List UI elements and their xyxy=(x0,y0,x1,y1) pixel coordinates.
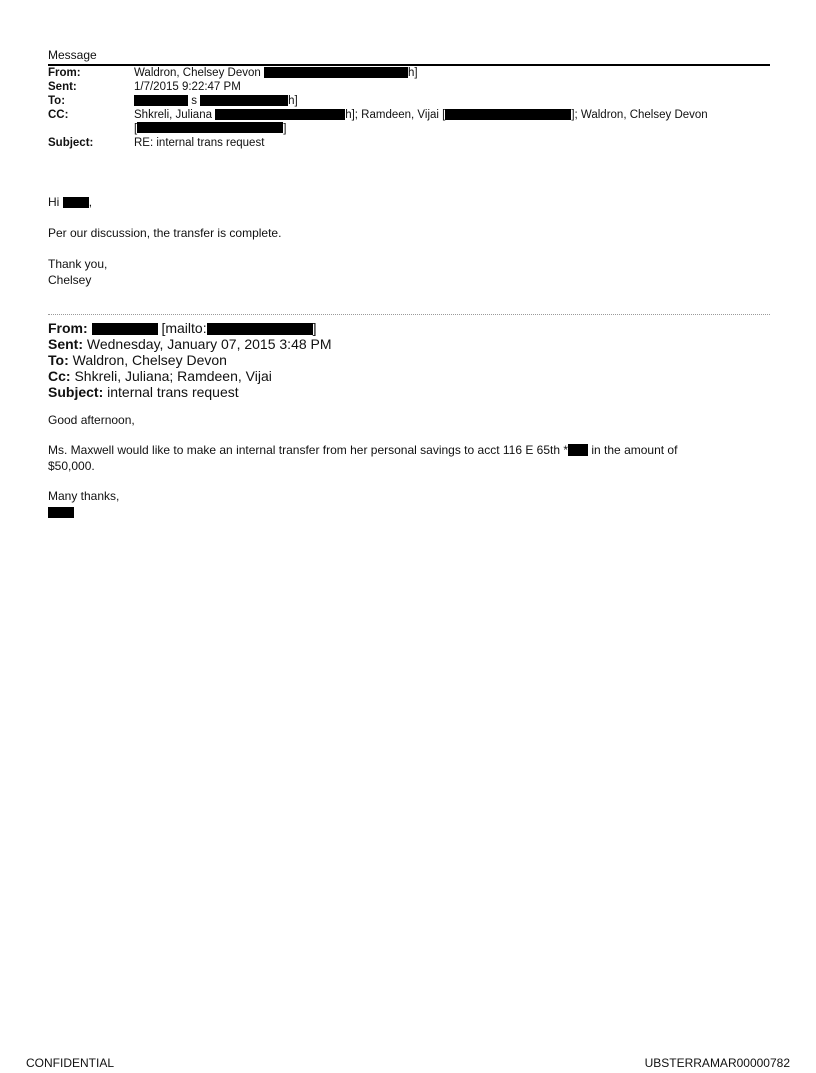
to-mid: s xyxy=(191,95,197,107)
orig-signoff-block xyxy=(48,488,770,520)
redaction-block xyxy=(264,67,408,78)
cc-line2-close: ] xyxy=(283,123,287,135)
orig-to-value: Waldron, Chelsey Devon xyxy=(72,352,227,368)
cc-line2-open: [ xyxy=(134,123,138,135)
sent-value: 1/7/2015 9:22:47 PM xyxy=(134,81,241,93)
orig-subject-row xyxy=(48,384,770,400)
orig-sent-value: Wednesday, January 07, 2015 3:48 PM xyxy=(86,336,332,352)
redaction-block xyxy=(63,197,89,208)
orig-from-row xyxy=(48,320,770,336)
reply-signoff-block xyxy=(48,256,281,288)
from-name: Waldron, Chelsey Devon xyxy=(134,67,261,79)
orig-subject-value: internal trans request xyxy=(107,384,239,400)
cc-mid-2: ]; Waldron, Chelsey Devon xyxy=(571,109,708,121)
cc-mid-1: h]; Ramdeen, Vijai [ xyxy=(345,109,446,121)
redaction-block xyxy=(568,444,588,456)
subject-value: RE: internal trans request xyxy=(134,137,265,149)
orig-cc-row xyxy=(48,368,770,384)
greeting-prefix: Hi xyxy=(48,195,60,209)
reply-signature: Chelsey xyxy=(48,273,92,287)
orig-request-line2: $50,000. xyxy=(48,459,95,473)
subject-row xyxy=(48,136,770,150)
redaction-block xyxy=(137,122,283,133)
orig-subject-label: Subject: xyxy=(48,384,104,400)
orig-mailto-open: [mailto: xyxy=(161,320,207,336)
reply-signoff: Thank you, xyxy=(48,257,108,271)
sent-label: Sent: xyxy=(48,81,77,93)
subject-label: Subject: xyxy=(48,137,94,149)
footer-confidential: CONFIDENTIAL xyxy=(26,1056,115,1070)
orig-cc-value: Shkreli, Juliana; Ramdeen, Vijai xyxy=(74,368,272,384)
orig-from-label: From: xyxy=(48,320,88,336)
to-label: To: xyxy=(48,95,66,107)
from-row xyxy=(48,66,770,80)
redaction-block xyxy=(215,109,345,120)
orig-sent-label: Sent: xyxy=(48,336,83,352)
redaction-block xyxy=(445,109,571,120)
sent-row xyxy=(48,80,770,94)
cc-label: CC: xyxy=(48,109,69,121)
orig-greeting: Good afternoon, xyxy=(48,413,135,427)
reply-body xyxy=(48,194,281,303)
to-suffix: h] xyxy=(288,95,298,107)
redaction-block xyxy=(200,95,288,106)
original-body xyxy=(48,412,770,520)
original-message xyxy=(48,320,770,534)
orig-mailto-close: ] xyxy=(312,320,317,336)
orig-sent-row xyxy=(48,336,770,352)
orig-signoff: Many thanks, xyxy=(48,489,120,503)
redaction-block xyxy=(207,323,313,335)
redaction-block xyxy=(134,95,188,106)
greeting-suffix: , xyxy=(88,195,93,209)
orig-request xyxy=(48,442,770,474)
reply-header xyxy=(48,48,770,150)
orig-to-row xyxy=(48,352,770,368)
footer-bates-number: UBSTERRAMAR00000782 xyxy=(644,1056,790,1070)
redaction-block xyxy=(48,507,74,518)
redaction-block xyxy=(92,323,158,335)
from-suffix: h] xyxy=(407,67,418,79)
cc-name-1: Shkreli, Juliana xyxy=(134,109,212,121)
greeting-line xyxy=(48,194,281,210)
reply-body-line: Per our discussion, the transfer is complete. xyxy=(48,226,282,240)
orig-to-label: To: xyxy=(48,352,69,368)
orig-request-part1: Ms. Maxwell would like to make an internal transfer from her personal savings to acct 116 E 65th * xyxy=(48,443,569,457)
from-label: From: xyxy=(48,67,81,79)
cc-row-continued xyxy=(48,122,770,136)
cc-row xyxy=(48,108,770,122)
orig-cc-label: Cc: xyxy=(48,368,71,384)
message-separator xyxy=(48,314,770,315)
orig-request-part2: in the amount of xyxy=(591,443,678,457)
message-section-label: Message xyxy=(48,48,97,62)
to-row xyxy=(48,94,770,108)
